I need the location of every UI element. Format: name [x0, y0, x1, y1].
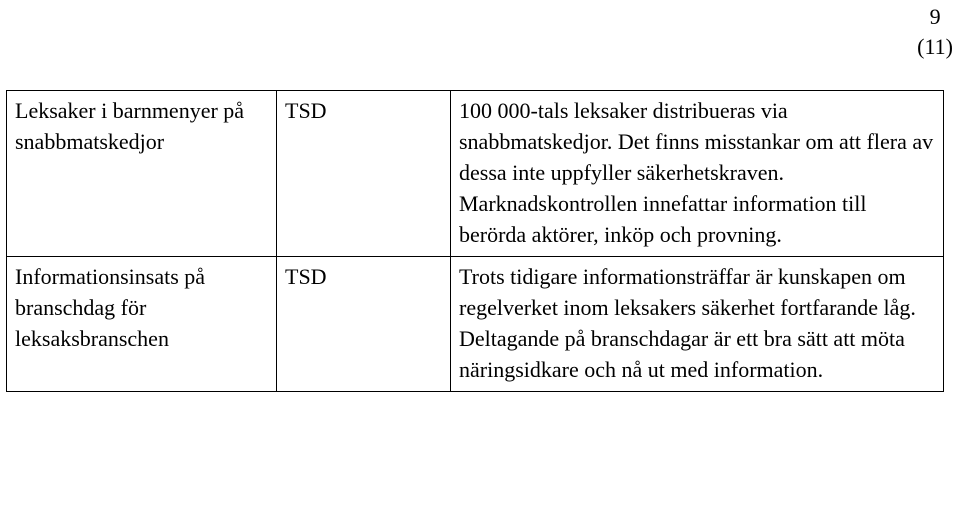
table-row — [7, 91, 944, 257]
activity-cell — [7, 257, 277, 392]
table-row — [7, 257, 944, 392]
description-text: Trots tidigare informationsträffar är kunskapen om regelverket inom leksakers säkerhet fortfarande låg. Deltagande på branschdagar är ett bra sätt att möta näringsidkare och nå ut med information. — [459, 264, 916, 382]
description-text: 100 000-tals leksaker distribueras via snabbmatskedjor. Det finns misstankar om att flera av dessa inte uppfyller säkerhetskraven. Marknadskontrollen innefattar information till berörda aktörer, inköp och provning. — [459, 98, 934, 247]
activity-text: Informationsinsats på branschdag för leksaksbranschen — [15, 264, 206, 351]
responsible-cell — [277, 91, 451, 257]
description-cell — [451, 257, 944, 392]
page-number-current: 9 — [929, 4, 941, 29]
description-cell — [451, 91, 944, 257]
responsible-text: TSD — [285, 264, 327, 289]
page-number — [917, 2, 953, 62]
responsible-cell — [277, 257, 451, 392]
activity-table — [6, 90, 944, 392]
responsible-text: TSD — [285, 98, 327, 123]
page-number-total: (11) — [917, 34, 953, 59]
activity-cell — [7, 91, 277, 257]
activity-text: Leksaker i barnmenyer på snabbmatskedjor — [15, 98, 245, 154]
